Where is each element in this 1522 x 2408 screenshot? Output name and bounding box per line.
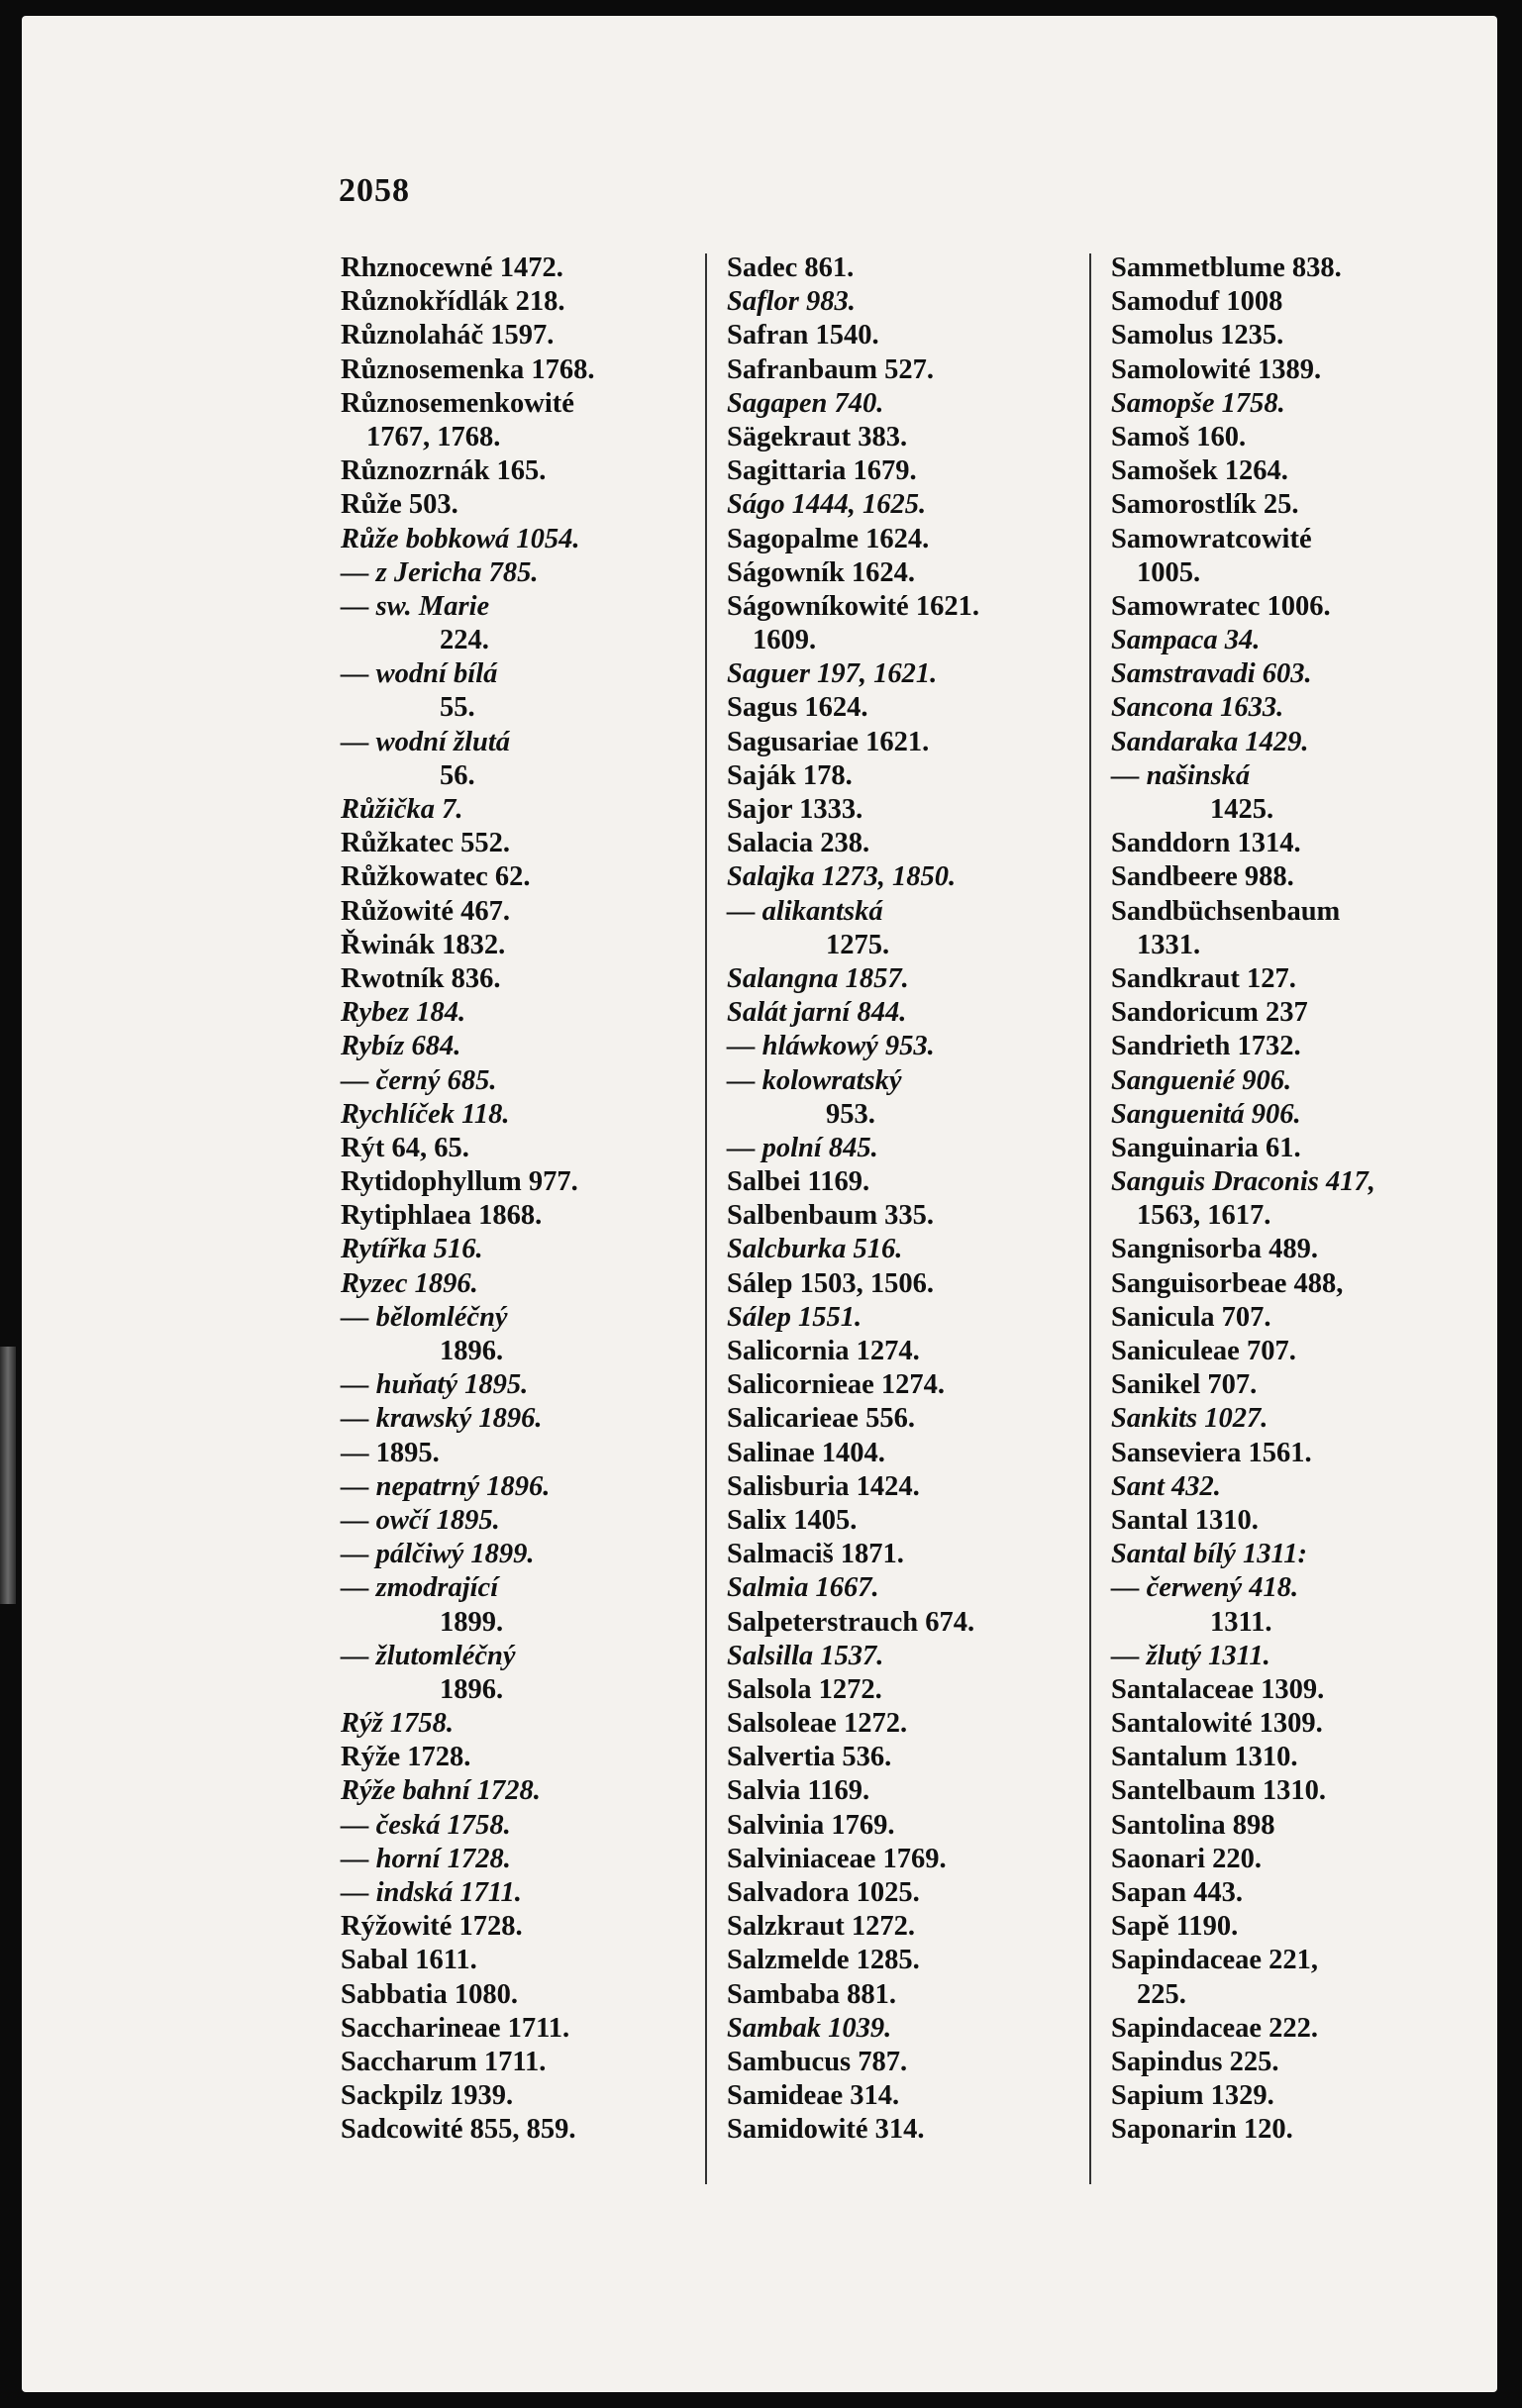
index-entry: Salvinia 1769. xyxy=(727,1809,895,1841)
index-entry: Sägekraut 383. xyxy=(727,421,908,452)
index-entry: — pálčiwý 1899. xyxy=(341,1539,535,1570)
index-entry: 1425. xyxy=(1210,794,1274,825)
index-entry: Rýžowité 1728. xyxy=(341,1911,523,1943)
index-entry: — našinská xyxy=(1111,759,1251,791)
index-entry: Rhznocewné 1472. xyxy=(341,252,563,283)
index-entry: Santal 1310. xyxy=(1111,1504,1259,1536)
index-entry: Rytidophyllum 977. xyxy=(341,1166,578,1198)
index-entry: Samolowité 1389. xyxy=(1111,353,1322,385)
index-entry: Samolus 1235. xyxy=(1111,320,1284,351)
index-column-2 xyxy=(727,251,1083,2148)
index-entry: Růže 503. xyxy=(341,489,458,521)
index-entry: Sandkraut 127. xyxy=(1111,962,1296,994)
index-entry: — wodní bílá xyxy=(341,658,498,690)
index-entry: Salmia 1667. xyxy=(727,1572,879,1604)
index-entry: — sw. Marie xyxy=(341,590,490,622)
index-entry: Sambak 1039. xyxy=(727,2012,892,2044)
index-entry: 224. xyxy=(440,625,489,656)
index-entry: Růžkowatec 62. xyxy=(341,861,531,893)
index-entry: Saccharineae 1711. xyxy=(341,2012,570,2044)
index-entry: — žlutý 1311. xyxy=(1111,1640,1270,1671)
index-entry: Santelbaum 1310. xyxy=(1111,1775,1326,1807)
index-entry: Sanseviera 1561. xyxy=(1111,1437,1312,1468)
index-entry: Salisburia 1424. xyxy=(727,1470,920,1502)
index-entry: Samošek 1264. xyxy=(1111,455,1288,487)
index-entry: Sanguis Draconis 417, xyxy=(1111,1166,1375,1198)
index-entry: Sangnisorba 489. xyxy=(1111,1234,1319,1265)
index-entry: Samorostlík 25. xyxy=(1111,489,1299,521)
index-entry: Sandoricum 237 xyxy=(1111,997,1308,1029)
index-entry: 1896. xyxy=(440,1336,504,1366)
index-entry: Salix 1405. xyxy=(727,1504,858,1536)
index-entry: Ryzec 1896. xyxy=(341,1267,478,1299)
index-entry: 1767, 1768. xyxy=(366,421,501,452)
index-entry: Sagusariae 1621. xyxy=(727,726,930,757)
index-entry: Sandrieth 1732. xyxy=(1111,1031,1301,1062)
index-entry: — bělomléčný xyxy=(341,1301,508,1333)
index-entry: Sagapen 740. xyxy=(727,387,884,419)
index-entry: Rýt 64, 65. xyxy=(341,1132,469,1163)
binding-edge xyxy=(0,1347,16,1604)
index-entry: Saflor 983. xyxy=(727,286,856,318)
index-entry: Různosemenkowité xyxy=(341,387,574,419)
index-entry: Samoduf 1008 xyxy=(1111,286,1283,318)
index-entry: Růžowité 467. xyxy=(341,895,510,927)
index-entry: — 1895. xyxy=(341,1437,440,1468)
index-entry: 225. xyxy=(1137,1978,1186,2010)
index-entry: Sagopalme 1624. xyxy=(727,523,930,554)
index-entry: Růžkatec 552. xyxy=(341,828,510,859)
index-entry: Samopše 1758. xyxy=(1111,387,1285,419)
index-entry: Sambucus 787. xyxy=(727,2046,908,2077)
index-entry: — wodní žlutá xyxy=(341,726,511,757)
index-entry: Samstravadi 603. xyxy=(1111,658,1312,690)
index-entry: Různozrnák 165. xyxy=(341,455,547,487)
index-entry: Salinae 1404. xyxy=(727,1437,885,1468)
index-entry: — žlutomléčný xyxy=(341,1640,516,1671)
index-entry: Sackpilz 1939. xyxy=(341,2080,514,2112)
index-entry: Saccharum 1711. xyxy=(341,2046,547,2077)
index-entry: 1609. xyxy=(753,625,817,656)
index-entry: — nepatrný 1896. xyxy=(341,1470,551,1502)
index-entry: Samowratec 1006. xyxy=(1111,590,1331,622)
index-entry: Salvia 1169. xyxy=(727,1775,870,1807)
index-entry: Rýž 1758. xyxy=(341,1708,454,1740)
index-entry: Salzkraut 1272. xyxy=(727,1911,916,1943)
index-entry: Různosemenka 1768. xyxy=(341,353,595,385)
index-entry: Salpeterstrauch 674. xyxy=(727,1606,975,1638)
index-entry: Sanikel 707. xyxy=(1111,1369,1258,1401)
index-entry: Saponarin 120. xyxy=(1111,2114,1293,2146)
index-entry: Samoš 160. xyxy=(1111,421,1247,452)
index-entry: Sancona 1633. xyxy=(1111,692,1284,724)
index-entry: Sálep 1503, 1506. xyxy=(727,1267,935,1299)
index-entry: Samowratcowité xyxy=(1111,523,1312,554)
index-entry: 55. xyxy=(440,692,475,724)
index-entry: Sanddorn 1314. xyxy=(1111,828,1301,859)
index-entry: Ságowník 1624. xyxy=(727,556,916,588)
index-entry: Santolina 898 xyxy=(1111,1809,1275,1841)
index-entry: — indská 1711. xyxy=(341,1877,522,1908)
index-entry: 1275. xyxy=(826,929,890,960)
index-entry: Sálep 1551. xyxy=(727,1301,862,1333)
index-entry: Salsilla 1537. xyxy=(727,1640,884,1671)
index-column-3 xyxy=(1111,251,1477,2148)
index-entry: Rytířka 516. xyxy=(341,1234,483,1265)
index-entry: Sajor 1333. xyxy=(727,794,863,825)
index-entry: Salát jarní 844. xyxy=(727,997,907,1029)
index-entry: Salbenbaum 335. xyxy=(727,1200,935,1232)
index-entry: Rytiphlaea 1868. xyxy=(341,1200,543,1232)
index-entry: Sadcowité 855, 859. xyxy=(341,2114,576,2146)
index-entry: Rýže bahní 1728. xyxy=(341,1775,541,1807)
index-entry: — černý 685. xyxy=(341,1064,497,1096)
index-entry: Saonari 220. xyxy=(1111,1843,1263,1874)
index-entry: Salajka 1273, 1850. xyxy=(727,861,957,893)
index-entry: Rýže 1728. xyxy=(341,1742,471,1773)
index-entry: 1899. xyxy=(440,1606,504,1638)
index-entry: Samidowité 314. xyxy=(727,2114,925,2146)
index-entry: Salicarieae 556. xyxy=(727,1403,915,1435)
index-entry: 1896. xyxy=(440,1673,504,1705)
index-entry: Salbei 1169. xyxy=(727,1166,870,1198)
index-entry: Salangna 1857. xyxy=(727,962,909,994)
index-entry: Růže bobkowá 1054. xyxy=(341,523,580,554)
index-entry: — huňatý 1895. xyxy=(341,1369,529,1401)
index-entry: Saguer 197, 1621. xyxy=(727,658,938,690)
index-entry: Sanguinaria 61. xyxy=(1111,1132,1301,1163)
index-entry: Rychlíček 118. xyxy=(341,1098,510,1130)
index-entry: — polní 845. xyxy=(727,1132,878,1163)
index-entry: 1005. xyxy=(1137,556,1201,588)
index-entry: 1311. xyxy=(1210,1606,1272,1638)
index-entry: Sandbeere 988. xyxy=(1111,861,1294,893)
index-entry: Salcburka 516. xyxy=(727,1234,903,1265)
index-entry: Santalum 1310. xyxy=(1111,1742,1298,1773)
index-entry: Salsoleae 1272. xyxy=(727,1708,908,1740)
index-entry: Salvadora 1025. xyxy=(727,1877,920,1908)
index-entry: Rybíz 684. xyxy=(341,1031,461,1062)
index-entry: Salzmelde 1285. xyxy=(727,1945,920,1976)
index-entry: Salviniaceae 1769. xyxy=(727,1843,947,1874)
index-entry: Sapě 1190. xyxy=(1111,1911,1239,1943)
index-entry: Sapindaceae 221, xyxy=(1111,1945,1319,1976)
index-entry: Sanguenié 906. xyxy=(1111,1064,1292,1096)
index-entry: Safran 1540. xyxy=(727,320,879,351)
index-entry: — čerwený 418. xyxy=(1111,1572,1299,1604)
column-divider-2 xyxy=(1089,253,1091,2184)
index-entry: — z Jericha 785. xyxy=(341,556,539,588)
index-entry: Santalaceae 1309. xyxy=(1111,1673,1325,1705)
index-entry: Rwotník 836. xyxy=(341,962,501,994)
index-entry: Sagittaria 1679. xyxy=(727,455,917,487)
index-entry: Sammetblume 838. xyxy=(1111,252,1342,283)
index-entry: Sant 432. xyxy=(1111,1470,1221,1502)
index-entry: Safranbaum 527. xyxy=(727,353,935,385)
index-entry: Saniculeae 707. xyxy=(1111,1336,1296,1366)
column-divider-1 xyxy=(705,253,707,2184)
index-entry: — alikantská xyxy=(727,895,883,927)
index-entry: Různolaháč 1597. xyxy=(341,320,555,351)
index-entry: Sagus 1624. xyxy=(727,692,868,724)
index-entry: Salicornia 1274. xyxy=(727,1336,920,1366)
index-entry: 1563, 1617. xyxy=(1137,1200,1271,1232)
index-entry: — krawský 1896. xyxy=(341,1403,543,1435)
index-entry: Sampaca 34. xyxy=(1111,625,1261,656)
index-entry: — horní 1728. xyxy=(341,1843,511,1874)
book-page xyxy=(22,16,1497,2392)
index-entry: Sanguisorbeae 488, xyxy=(1111,1267,1344,1299)
index-entry: Sapium 1329. xyxy=(1111,2080,1274,2112)
index-entry: Sapindus 225. xyxy=(1111,2046,1279,2077)
index-entry: Sabal 1611. xyxy=(341,1945,477,1976)
page-number: 2058 xyxy=(339,172,410,209)
index-entry: Salmaciš 1871. xyxy=(727,1539,904,1570)
index-entry: Samideae 314. xyxy=(727,2080,900,2112)
index-entry: Různokřídlák 218. xyxy=(341,286,565,318)
index-entry: Sapan 443. xyxy=(1111,1877,1244,1908)
index-entry: — hláwkowý 953. xyxy=(727,1031,935,1062)
index-entry: Salsola 1272. xyxy=(727,1673,882,1705)
index-entry: — zmodrající xyxy=(341,1572,499,1604)
index-entry: Sanguenitá 906. xyxy=(1111,1098,1301,1130)
index-entry: — kolowratský xyxy=(727,1064,902,1096)
index-entry: 56. xyxy=(440,759,475,791)
index-entry: Sanicula 707. xyxy=(1111,1301,1271,1333)
index-entry: Saják 178. xyxy=(727,759,853,791)
index-entry: Sabbatia 1080. xyxy=(341,1978,518,2010)
index-entry: Salvertia 536. xyxy=(727,1742,892,1773)
index-entry: Sandbüchsenbaum xyxy=(1111,895,1341,927)
index-entry: Santal bílý 1311: xyxy=(1111,1539,1307,1570)
index-entry: Santalowité 1309. xyxy=(1111,1708,1323,1740)
index-entry: Řwinák 1832. xyxy=(341,929,506,960)
index-entry: Sadec 861. xyxy=(727,252,855,283)
index-entry: Salicornieae 1274. xyxy=(727,1369,946,1401)
index-entry: Růžička 7. xyxy=(341,794,463,825)
index-entry: Sapindaceae 222. xyxy=(1111,2012,1319,2044)
index-entry: Salacia 238. xyxy=(727,828,870,859)
index-entry: Sambaba 881. xyxy=(727,1978,897,2010)
index-entry: — owčí 1895. xyxy=(341,1504,500,1536)
index-entry: 1331. xyxy=(1137,929,1201,960)
index-entry: Sankits 1027. xyxy=(1111,1403,1268,1435)
index-column-1 xyxy=(341,251,697,2148)
index-entry: Ságo 1444, 1625. xyxy=(727,489,927,521)
index-entry: Ságowníkowité 1621. xyxy=(727,590,979,622)
index-entry: Rybez 184. xyxy=(341,997,466,1029)
index-entry: 953. xyxy=(826,1098,875,1130)
index-entry: Sandaraka 1429. xyxy=(1111,726,1309,757)
index-entry: — česká 1758. xyxy=(341,1809,511,1841)
